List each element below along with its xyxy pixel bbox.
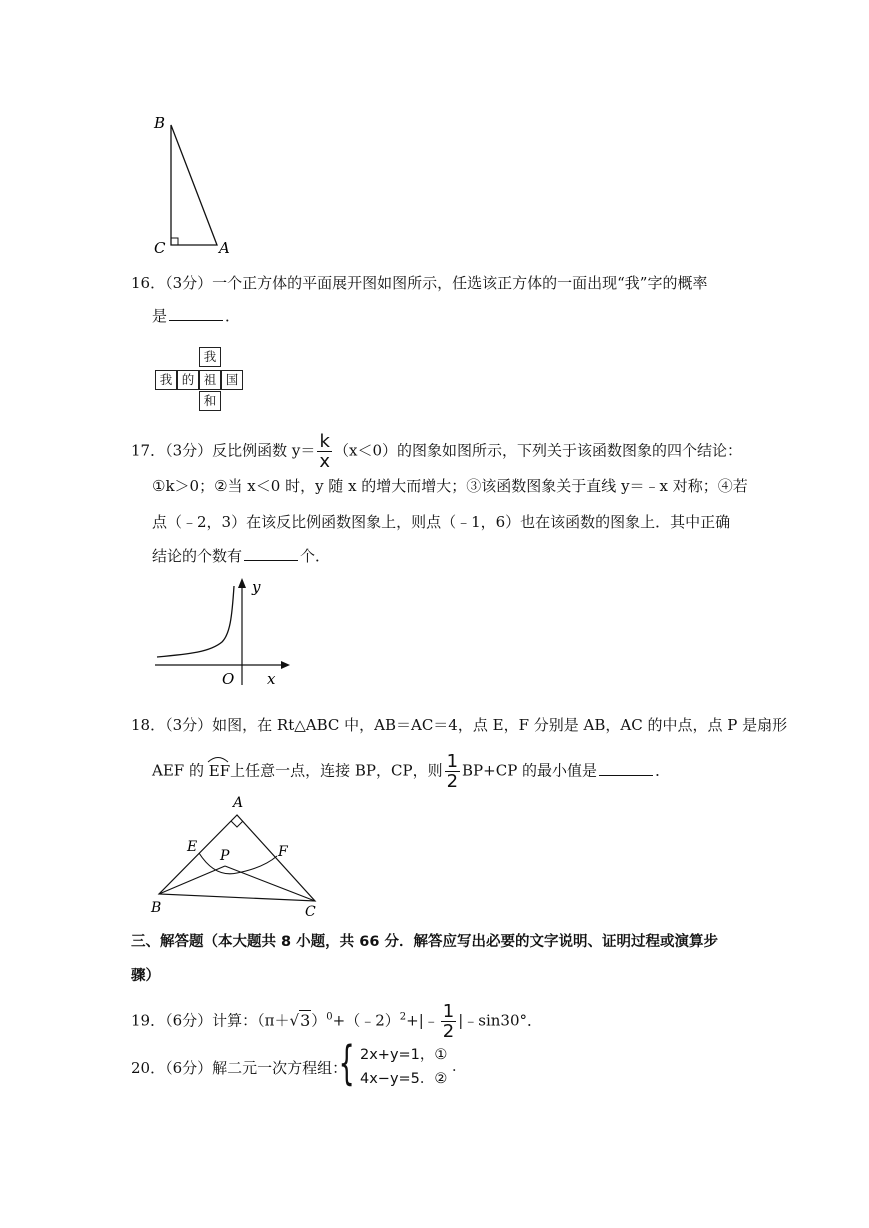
net-cell-row-2: 祖 <box>199 370 221 390</box>
q19-pre: 计算：（π＋ <box>212 1011 290 1030</box>
arc-symbol <box>207 755 231 763</box>
fraction-numerator: 1 <box>446 751 459 772</box>
answer-blank <box>244 546 298 561</box>
cube-net <box>155 347 245 413</box>
arc-label-text: EF <box>208 761 231 780</box>
q16-line1 <box>131 273 707 293</box>
right-angle-mark <box>171 238 178 245</box>
section-3-heading-line1: 三、解答题（本大题共 8 小题，共 66 分．解答应写出必要的文字说明、证明过程或演算步 <box>131 934 718 950</box>
q17-line3 <box>152 512 730 532</box>
q18-line2 <box>152 752 670 791</box>
vertex-label-a: A <box>233 795 244 811</box>
q17-line3-text: 点（﹣2，3）在该反比例函数图象上，则点（﹣1，6）也在该函数的图象上．其中正确 <box>152 513 731 531</box>
q17-line4-post: 个． <box>300 547 331 565</box>
segment-bp <box>159 866 225 894</box>
q20-lead <box>131 1058 347 1078</box>
exponent-two: 2 <box>399 1011 407 1023</box>
q16-text1: 一个正方体的平面展开图如图所示，任选该正方体的一面出现“我”字的概率 <box>212 274 708 292</box>
q17-line4 <box>152 546 330 566</box>
q20-text: 解二元一次方程组： <box>212 1059 348 1077</box>
q18-line2-end: ． <box>655 761 671 780</box>
fraction-one-half <box>445 752 460 791</box>
vertex-label-c: C <box>305 904 316 920</box>
q20-score: （6分） <box>165 1059 213 1077</box>
q16-score: （3分） <box>165 274 213 292</box>
origin-label: O <box>222 670 235 688</box>
answer-blank <box>169 306 223 321</box>
q19-abs-pre: +|﹣ <box>406 1011 439 1030</box>
triangle-shape <box>171 125 217 245</box>
q16-text2-post: ． <box>225 307 241 325</box>
q18-line2-b: 上任意一点，连接 BP，CP，则 <box>230 761 443 780</box>
q19-plus: +（﹣2） <box>332 1011 400 1030</box>
vertex-label-c: C <box>154 239 166 257</box>
vertex-label-f: F <box>278 844 288 860</box>
q16-line2 <box>152 306 240 326</box>
vertex-label-b: B <box>154 114 166 132</box>
arc-label-ef <box>209 761 230 781</box>
sqrt-radicand: 3 <box>300 1010 311 1030</box>
equation-end: ． <box>452 1059 467 1075</box>
fraction-one-half <box>441 1002 456 1041</box>
vertex-label-e: E <box>187 839 198 855</box>
q17-line1 <box>131 432 742 471</box>
sqrt-symbol: √ <box>289 1011 300 1030</box>
q17-line1-post: （x＜0）的图象如图所示，下列关于该函数图象的四个结论： <box>334 441 743 460</box>
equation-2: 4x−y=5．② <box>360 1071 448 1087</box>
fraction-numerator: k <box>317 432 332 452</box>
x-axis-arrow <box>281 661 290 669</box>
q17-score: （3分） <box>165 441 213 460</box>
point-label-p: P <box>220 848 230 864</box>
net-cell-bottom: 和 <box>199 391 221 411</box>
q20-number: 20． <box>131 1059 166 1077</box>
fraction-numerator: 1 <box>442 1001 455 1022</box>
fraction-denominator: 2 <box>442 1021 455 1042</box>
net-cell-row-1: 的 <box>177 370 199 390</box>
right-triangle-figure <box>145 108 245 258</box>
vertex-label-b: B <box>151 900 162 916</box>
fraction-denominator: x <box>319 451 331 472</box>
q17-line2 <box>152 476 748 496</box>
right-angle-mark-a <box>231 821 243 827</box>
fraction-k-over-x <box>317 432 332 471</box>
triangle-sector-figure <box>145 790 330 920</box>
y-axis-label: y <box>252 578 261 596</box>
q17-line4-pre: 结论的个数有 <box>152 547 243 565</box>
segment-pc <box>225 866 315 901</box>
q19-post: |﹣sin30°． <box>458 1011 543 1030</box>
hyperbola-curve <box>157 586 234 657</box>
vertex-label-a: A <box>219 239 230 257</box>
exponent-zero: 0 <box>326 1011 333 1023</box>
q18-number: 18． <box>131 716 166 734</box>
q16-number: 16． <box>131 274 166 292</box>
q18-line1-text: 如图，在 Rt△ABC 中，AB＝AC＝4，点 E，F 分别是 AB，AC 的中点，点 P 是扇形 <box>212 716 788 734</box>
q19-mid: ） <box>311 1011 327 1030</box>
hyperbola-graph <box>150 572 295 692</box>
system-brace-icon: { <box>338 1036 355 1090</box>
net-cell-row-0: 我 <box>155 370 177 390</box>
q18-line1 <box>131 715 787 735</box>
triangle-abc <box>159 815 315 901</box>
q17-line1-pre: 反比例函数 y＝ <box>212 441 316 460</box>
equation-1: 2x+y=1，① <box>360 1047 448 1063</box>
q18-line2-c: BP+CP 的最小值是 <box>462 761 598 780</box>
section-3-heading-line2: 骤） <box>131 968 160 984</box>
q16-text2-pre: 是 <box>152 307 168 325</box>
x-axis-label: x <box>267 670 276 688</box>
fraction-denominator: 2 <box>446 771 459 792</box>
net-cell-row-3: 国 <box>221 370 243 390</box>
q18-score: （3分） <box>165 716 213 734</box>
net-cell-top: 我 <box>199 347 221 367</box>
y-axis-arrow <box>238 578 246 588</box>
q19-line <box>131 1002 542 1041</box>
q17-line2-text: ①k＞0；②当 x＜0 时，y 随 x 的增大而增大；③该函数图象关于直线 y＝﹣x 对称；④若 <box>152 477 748 495</box>
answer-blank <box>599 761 653 776</box>
q17-number: 17． <box>131 441 166 460</box>
q19-number: 19． <box>131 1011 166 1030</box>
q19-score: （6分） <box>165 1011 213 1030</box>
q18-line2-a: AEF 的 <box>152 761 204 780</box>
